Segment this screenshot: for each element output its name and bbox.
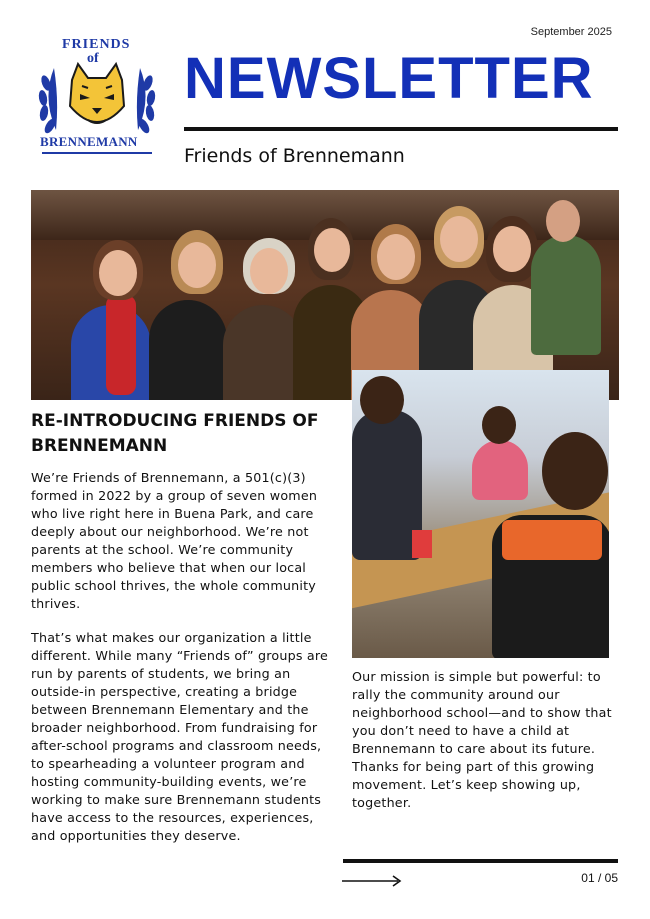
footer-divider [343, 859, 618, 863]
arrow-right-icon[interactable] [342, 873, 404, 892]
article-paragraph-1: We’re Friends of Brennemann, a 501(c)(3) formed in 2022 by a group of seven women who live right here in Buena Park, and care deeply about our neighborhood. We’re not parents at the school. We’re community members who believe that when our local public school thrives, the whole community thrives. [31, 470, 318, 611]
bobcat-mascot-icon [70, 64, 124, 123]
newsletter-title: NEWSLETTER [184, 46, 594, 111]
logo-text-friends: FRIENDS [62, 37, 131, 52]
laurel-left-icon [38, 68, 58, 135]
article-paragraph-3: Our mission is simple but powerful: to rally the community around our neighborhood school—and to show that you don’t need to have a child at Brennemann to care about its future. Thanks for being part of this growing movement. Let’s keep showing up, together. [352, 669, 612, 810]
issue-date: September 2025 [530, 26, 612, 38]
logo-text-of: of [87, 51, 99, 66]
students-photo [352, 370, 609, 658]
page-number: 01 / 05 [581, 871, 618, 885]
laurel-right-icon [137, 68, 157, 135]
title-divider [184, 127, 618, 131]
article-heading: RE-INTRODUCING FRIENDS OF BRENNEMANN [31, 411, 319, 456]
logo-ribbon-divider [42, 152, 152, 154]
group-photo [31, 190, 619, 400]
friends-of-brennemann-logo [32, 28, 162, 168]
article-paragraph-2: That’s what makes our organization a little different. While many “Friends of” groups are run by parents of students, we bring an outside-in perspective, creating a bridge between Brennemann Elementary and the broader neighborhood. From fundraising for after-school programs and classroom needs, to spearheading a volunteer program and hosting community-building events, we’re working to make sure Brennemann students have access to the resources, experiences, and opportunities they deserve. [31, 630, 329, 843]
newsletter-subtitle: Friends of Brennemann [184, 145, 405, 167]
logo-text-brennemann: BRENNEMANN [40, 134, 138, 149]
